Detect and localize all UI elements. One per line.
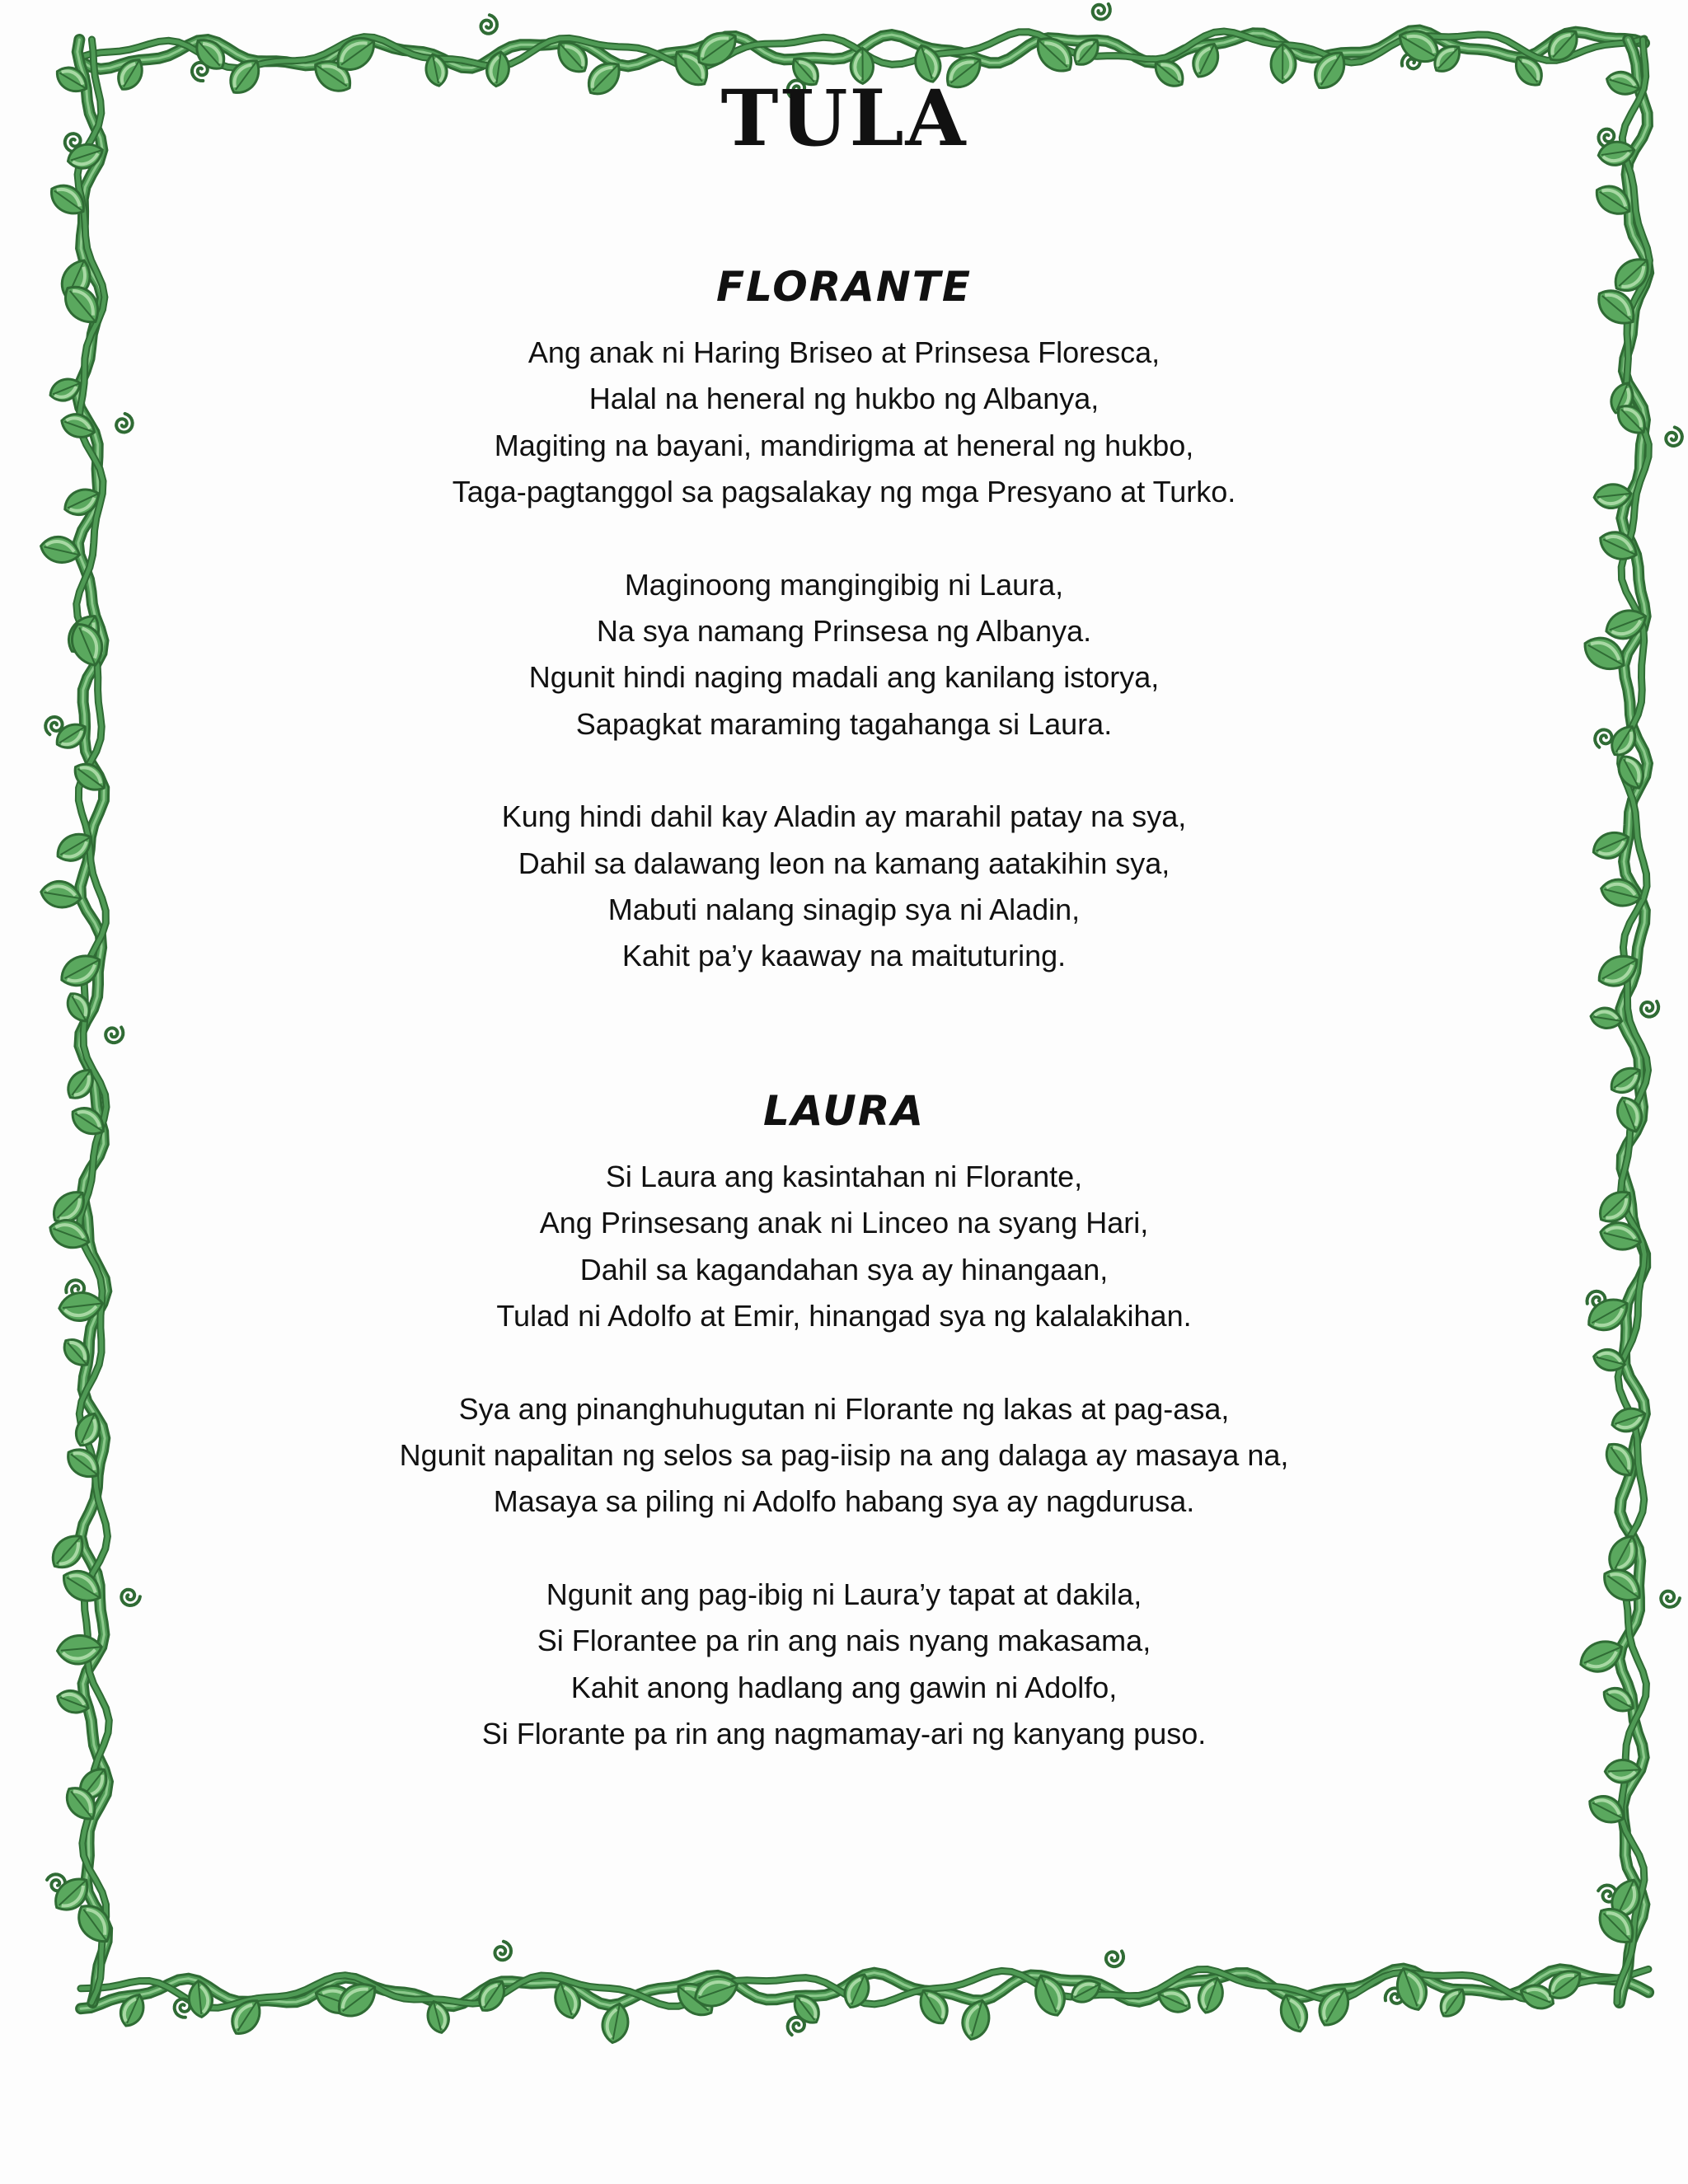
poem-line: Masaya sa piling ni Adolfo habang sya ay nagdurusa. (493, 1484, 1195, 1519)
poem-title: FLORANTE (715, 263, 973, 311)
poem-line: Tulad ni Adolfo at Emir, hinangad sya ng kalalakihan. (496, 1299, 1192, 1333)
poem-line: Ngunit napalitan ng selos sa pag-iisip na ang dalaga ay masaya na, (399, 1438, 1289, 1473)
poem-line: Si Laura ang kasintahan ni Florante, (605, 1160, 1083, 1193)
poem-line: Taga-pagtanggol sa pagsalakay ng mga Presyano at Turko. (452, 475, 1236, 509)
poem-line: Na sya namang Prinsesa ng Albanya. (596, 614, 1092, 649)
stanza (0, 1386, 1688, 1526)
poem-line: Ang Prinsesang anak ni Linceo na syang Hari, (539, 1206, 1149, 1240)
poem-line: Kahit anong hadlang ang gawin ni Adolfo, (570, 1670, 1118, 1704)
poem-line: Ang anak ni Haring Briseo at Prinsesa Floresca, (528, 335, 1160, 369)
poem-line: Kahit pa’y kaaway na maituturing. (621, 939, 1067, 973)
stanza (0, 1572, 1688, 1758)
stanza (0, 562, 1688, 748)
stanza (0, 794, 1688, 980)
poem-line: Dahil sa kagandahan sya ay hinangaan, (579, 1252, 1109, 1286)
poem-line: Magiting na bayani, mandirigma at heneral ng hukbo, (494, 428, 1194, 462)
poem-line: Sya ang pinanghuhugutan ni Florante ng lakas at pag-asa, (458, 1391, 1230, 1426)
stanza (0, 1154, 1688, 1340)
poem-line: Maginoong mangingibig ni Laura, (624, 567, 1064, 602)
poem-laura (0, 1086, 1688, 1803)
poem-line: Ngunit hindi naging madali ang kanilang istorya, (528, 660, 1160, 695)
poem-line: Si Florante pa rin ang nagmamay-ari ng kanyang puso. (481, 1717, 1207, 1751)
poem-line: Dahil sa dalawang leon na kamang aatakihin sya, (518, 846, 1170, 880)
poem-line: Si Florantee pa rin ang nais nyang makasama, (537, 1624, 1151, 1658)
poem-line: Sapagkat maraming tagahanga si Laura. (575, 706, 1113, 741)
poem-title: LAURA (762, 1087, 926, 1135)
stanza (0, 330, 1688, 516)
poem-line: Ngunit ang pag-ibig ni Laura’y tapat at dakila, (546, 1577, 1142, 1611)
poem-line: Halal na heneral ng hukbo ng Albanya, (588, 382, 1100, 416)
poem-florante (0, 262, 1688, 1026)
poem-line: Kung hindi dahil kay Aladin ay marahil patay na sya, (501, 799, 1187, 834)
poem-line: Mabuti nalang sinagip sya ni Aladin, (607, 893, 1081, 927)
page-title: TULA (720, 73, 968, 164)
